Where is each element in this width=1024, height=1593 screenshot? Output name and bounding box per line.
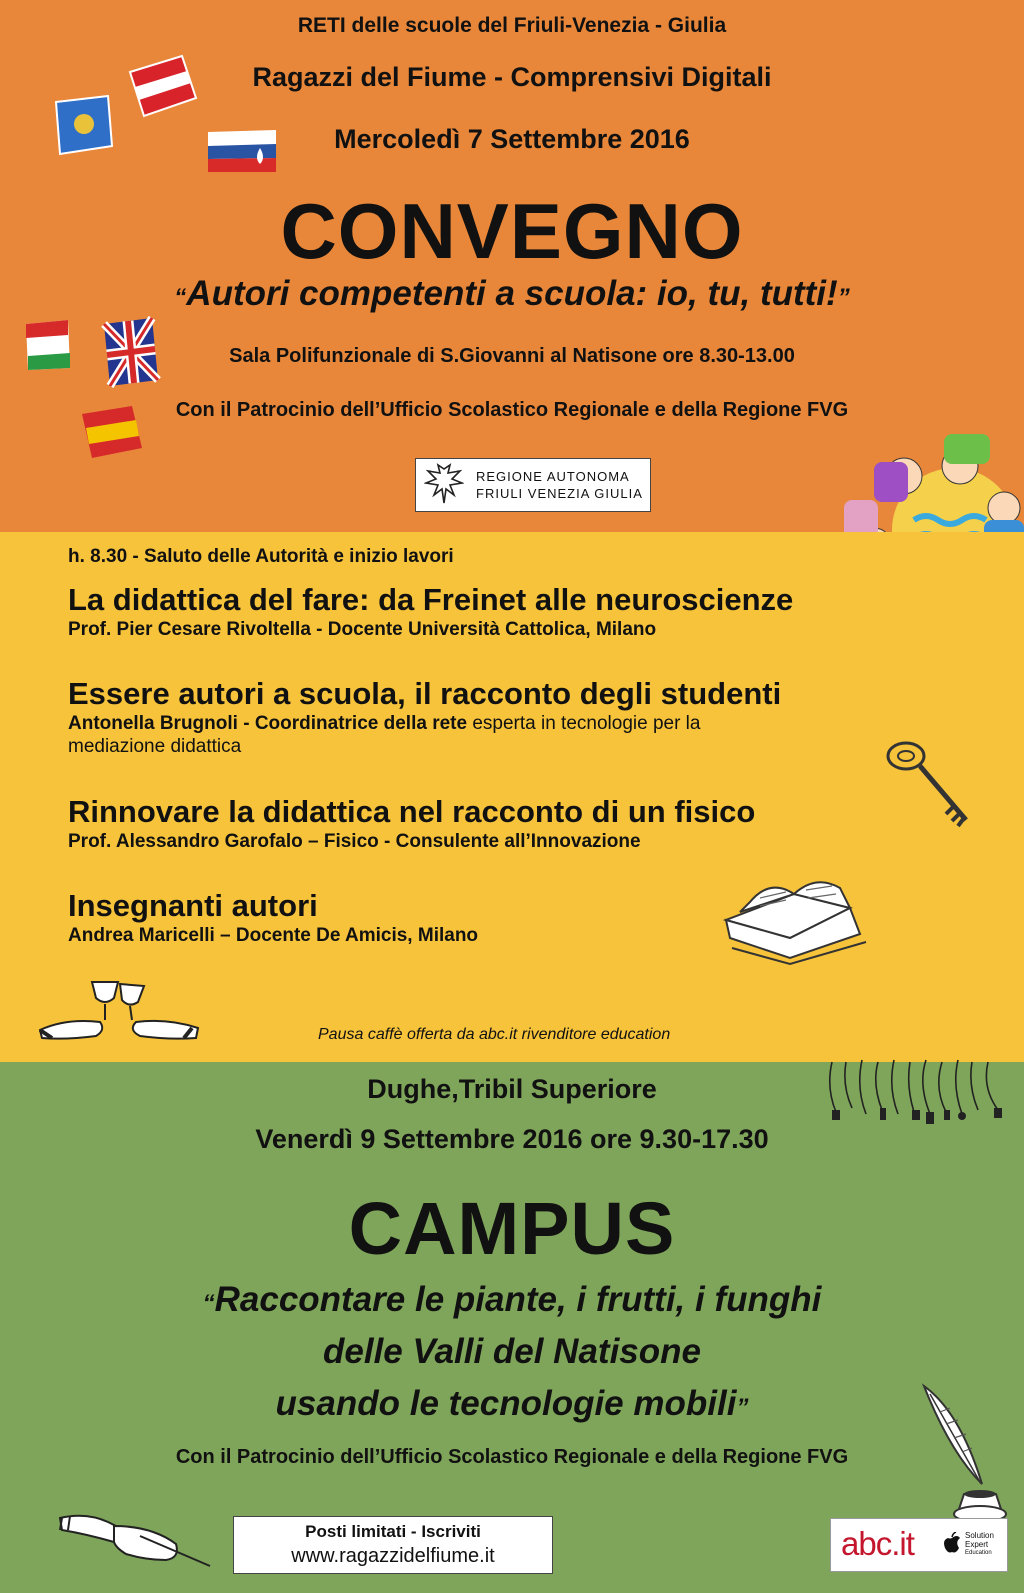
key-icon (884, 736, 976, 834)
eagle-icon (424, 463, 464, 507)
registration-link[interactable]: www.ragazzidelfiume.it (291, 1545, 495, 1567)
registration-box (233, 1516, 553, 1574)
badge-line2: Expert (965, 1540, 989, 1549)
abc-it-logo (830, 1518, 1008, 1572)
talk-4-title: Insegnanti autori (68, 888, 318, 923)
region-logo-line2: FRIULI VENEZIA GIULIA (476, 486, 643, 501)
talk-3-title: Rinnovare la didattica nel racconto di un fisico (68, 794, 756, 829)
apple-icon (943, 1532, 961, 1554)
campus-quote-open: “ (202, 1290, 215, 1317)
convegno-venue: Sala Polifunzionale di S.Giovanni al Natisone ore 8.30-13.00 (229, 345, 795, 367)
convegno-subtitle-text: Autori competenti a scuola: io, tu, tutti! (186, 274, 838, 313)
austria-flag-icon (126, 54, 202, 122)
convegno-section (0, 0, 1024, 532)
abc-it-wordmark: abc.it (841, 1525, 914, 1562)
coffee-break-note: Pausa caffè offerta da abc.it rivenditore education (318, 1026, 671, 1043)
campus-title: CAMPUS (348, 1187, 676, 1270)
talk-2-speaker-bold: Antonella Brugnoli - Coordinatrice della rete (68, 713, 468, 734)
campus-subtitle-line3 (0, 1384, 1024, 1424)
campus-location: Dughe,Tribil Superiore (367, 1074, 657, 1104)
campus-patronage: Con il Patrocinio dell’Ufficio Scolastico Regionale e della Regione FVG (175, 1446, 849, 1468)
campus-subtitle-line3-text: usando le tecnologie mobili (275, 1384, 737, 1423)
uk-flag-icon (100, 316, 162, 388)
slovenia-flag-icon (206, 128, 280, 176)
region-logo-line1: REGIONE AUTONOMA (476, 469, 630, 484)
quill-inkwell-icon (920, 1382, 1010, 1536)
writing-hand-icon (56, 1508, 216, 1574)
badge-line3: Education (965, 1550, 992, 1556)
campus-subtitle-line1-text: Raccontare le piante, i frutti, i funghi (214, 1280, 822, 1319)
italy-flag-icon (22, 318, 72, 372)
cables-icon (822, 1058, 1012, 1128)
spain-flag-icon (80, 404, 144, 460)
campus-subtitle-line2: delle Valli del Natisone (323, 1332, 701, 1371)
talk-1-title: La didattica del fare: da Freinet alle neuroscienze (68, 582, 794, 617)
program-opening: h. 8.30 - Saluto delle Autorità e inizio lavori (68, 546, 454, 567)
friuli-flag-icon (46, 94, 118, 158)
convegno-patronage: Con il Patrocinio dell’Ufficio Scolastico Regionale e della Regione FVG (175, 399, 849, 421)
talk-3-speaker: Prof. Alessandro Garofalo – Fisico - Consulente all’Innovazione (68, 831, 641, 852)
talk-2-speaker-rest: esperta in tecnologie per la mediazione didattica (68, 713, 701, 757)
badge-line1: Solution (965, 1531, 994, 1540)
project-heading: Ragazzi del Fiume - Comprensivi Digitali (252, 62, 772, 92)
open-books-icon (720, 868, 872, 966)
campus-quote-close: ” (736, 1394, 749, 1421)
solution-expert-badge (965, 1531, 994, 1558)
campus-subtitle-line1 (0, 1280, 1024, 1320)
quote-open: “ (174, 284, 187, 311)
quote-close: ” (837, 284, 850, 311)
talk-2-title: Essere autori a scuola, il racconto degli studenti (68, 676, 782, 711)
talk-2-speaker (68, 712, 768, 758)
convegno-title: CONVEGNO (280, 187, 744, 275)
program-section (0, 532, 1024, 1062)
campus-section (0, 1062, 1024, 1593)
region-fvg-logo (415, 458, 651, 512)
talk-1-speaker: Prof. Pier Cesare Rivoltella - Docente Università Cattolica, Milano (68, 619, 657, 640)
network-heading: RETI delle scuole del Friuli-Venezia - Giulia (297, 14, 727, 37)
talk-4-speaker: Andrea Maricelli – Docente De Amicis, Milano (68, 925, 479, 946)
convegno-subtitle (0, 274, 1024, 314)
convegno-date: Mercoledì 7 Settembre 2016 (334, 124, 690, 154)
seats-limited-text: Posti limitati - Iscriviti (305, 1522, 481, 1541)
campus-date: Venerdì 9 Settembre 2016 ore 9.30-17.30 (255, 1124, 769, 1154)
toast-glasses-icon (36, 978, 202, 1044)
